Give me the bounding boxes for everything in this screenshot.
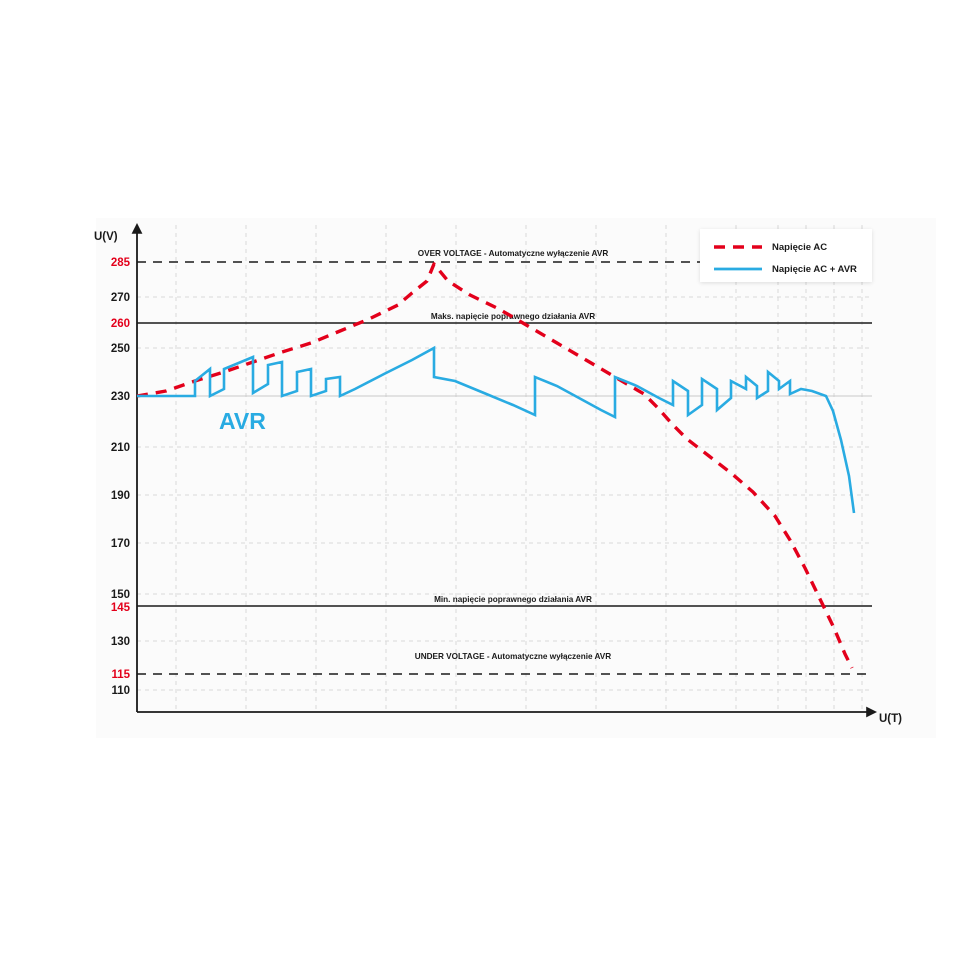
avr-annotation: AVR — [219, 408, 266, 434]
y-tick-150: 150 — [110, 589, 130, 601]
y-tick-250: 250 — [110, 343, 130, 355]
y-tick-115: 115 — [111, 669, 130, 681]
label-min-correct: Min. napięcie poprawnego działania AVR — [434, 595, 592, 604]
y-tick-145: 145 — [110, 602, 130, 614]
y-tick-130: 130 — [110, 636, 130, 648]
legend-label-napiecie-ac-avr: Napięcie AC + AVR — [772, 263, 857, 275]
y-tick-210: 210 — [110, 442, 130, 454]
y-tick-110: 110 — [111, 685, 130, 697]
legend-item-napiecie-ac — [700, 237, 872, 257]
y-axis-title: U(V) — [94, 231, 118, 243]
label-under-voltage: UNDER VOLTAGE - Automatyczne wyłączenie AVR — [414, 652, 612, 661]
x-axis-title: U(T) — [879, 713, 902, 725]
series-napiecie-ac — [137, 264, 852, 668]
grid-vertical — [176, 225, 862, 712]
y-tick-270: 270 — [110, 292, 130, 304]
legend-label-napiecie-ac: Napięcie AC — [772, 241, 828, 253]
chart-legend — [700, 229, 872, 282]
y-tick-170: 170 — [110, 538, 130, 550]
label-max-correct: Maks. napięcie poprawnego działania AVR — [430, 312, 596, 321]
legend-swatch-dashed-red — [712, 240, 764, 254]
grid-horizontal — [137, 297, 872, 690]
y-tick-285: 285 — [110, 257, 130, 269]
label-over-voltage: OVER VOLTAGE - Automatyczne wyłączenie AVR — [417, 249, 609, 258]
y-tick-230: 230 — [110, 391, 130, 403]
y-tick-260: 260 — [110, 318, 130, 330]
legend-swatch-solid-blue — [712, 262, 764, 276]
legend-item-napiecie-ac-avr — [700, 259, 872, 279]
y-tick-190: 190 — [110, 490, 130, 502]
